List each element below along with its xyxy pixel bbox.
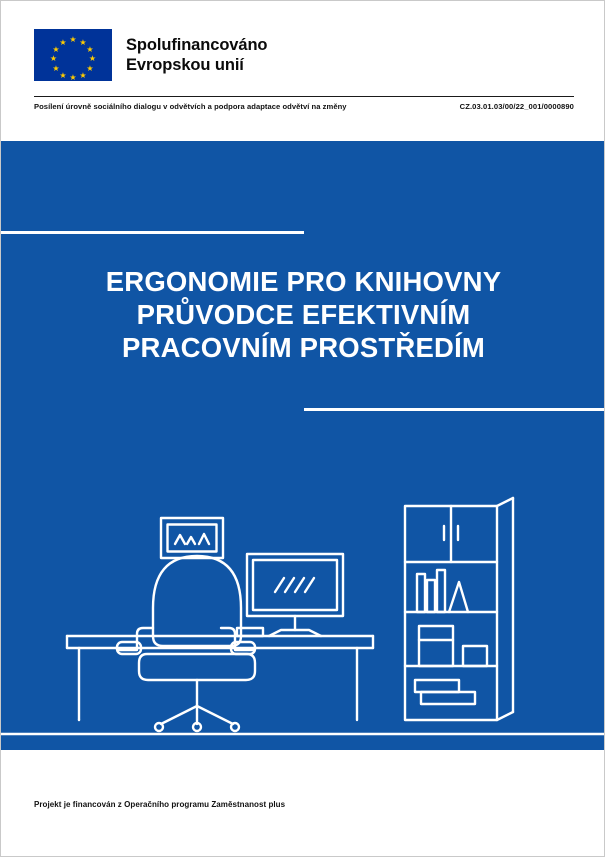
page-title-line1: ERGONOMIE PRO KNIHOVNY <box>105 266 502 297</box>
page-title <box>1 265 605 364</box>
project-name: Posílení úrovně sociálního dialogu v odvětvích a podpora adaptace odvětví na změny <box>34 102 347 111</box>
funding-note: Projekt je financován z Operačního programu Zaměstnanost plus <box>34 800 286 809</box>
eu-logo-text-line2: Evropskou unií <box>126 56 244 74</box>
page-title-line3: PRACOVNÍM PROSTŘEDÍM <box>121 332 486 363</box>
workstation-illustration <box>1 496 605 750</box>
header-divider <box>34 96 574 97</box>
decor-rule-top <box>1 231 304 234</box>
eu-flag-icon: ★ ★ ★ ★ ★ ★ ★ ★ ★ ★ ★ ★ <box>34 29 112 81</box>
page-header <box>1 1 605 141</box>
eu-logo-text-line1: Spolufinancováno <box>126 36 268 54</box>
eu-logo-text <box>126 35 267 75</box>
decor-rule-bottom <box>304 408 605 411</box>
project-registration-number: CZ.03.01.03/00/22_001/0000890 <box>459 102 574 111</box>
page-footer <box>1 750 605 857</box>
eu-cofunding-logo <box>34 29 267 81</box>
page-title-line2: PRŮVODCE EFEKTIVNÍM <box>136 299 471 330</box>
cover-hero <box>1 141 605 750</box>
project-info-line <box>34 102 574 111</box>
